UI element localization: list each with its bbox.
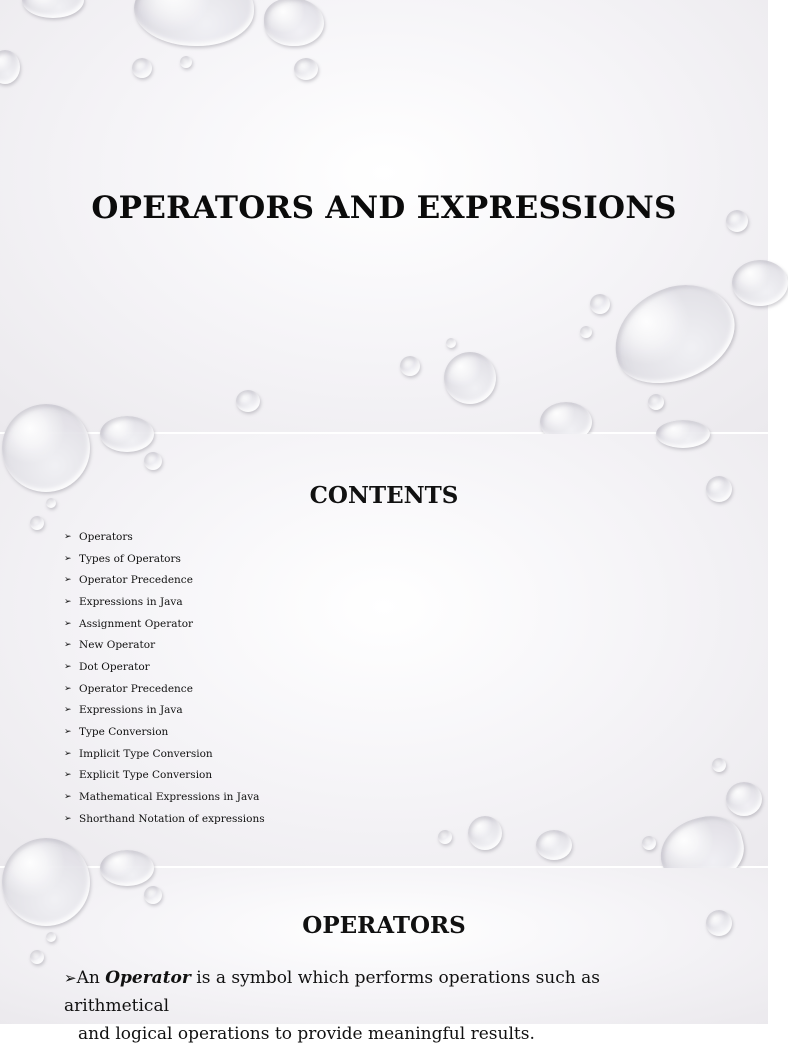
water-drop: [536, 830, 572, 860]
slide-title: OPERATORS AND EXPRESSIONS: [91, 190, 677, 226]
list-item: ➢ Assignment Operator: [64, 617, 194, 630]
list-item: ➢ Dot Operator: [64, 660, 150, 673]
list-item: ➢ Operator Precedence: [64, 682, 193, 695]
water-drop: [648, 394, 664, 410]
list-item: ➢ Operator Precedence: [64, 574, 193, 587]
arrow-bullet-icon: ➢: [64, 596, 72, 607]
water-drop: [712, 758, 726, 772]
operator-term: Operator: [105, 968, 191, 988]
arrow-bullet-icon: ➢: [64, 640, 72, 651]
list-item: ➢ Type Conversion: [64, 726, 169, 739]
water-drop: [732, 260, 788, 306]
water-drop: [132, 58, 152, 78]
water-drop: [590, 294, 610, 314]
operators-slide: [0, 868, 768, 1044]
list-item: ➢ Expressions in Java: [64, 595, 183, 608]
list-item: ➢ Types of Operators: [64, 552, 181, 565]
water-drop: [144, 452, 162, 470]
operators-heading: OPERATORS: [302, 912, 466, 939]
arrow-bullet-icon: ➢: [64, 618, 72, 629]
water-drop: [446, 338, 456, 348]
arrow-bullet-icon: ➢: [64, 770, 72, 781]
water-drop: [236, 390, 260, 412]
arrow-bullet-icon: ➢: [64, 683, 72, 694]
title-slide: [0, 0, 768, 432]
list-item: ➢ Operators: [64, 530, 133, 543]
contents-heading: CONTENTS: [309, 482, 459, 509]
list-item: ➢ Shorthand Notation of expressions: [64, 812, 265, 825]
water-drop: [444, 352, 496, 404]
list-item: ➢ Expressions in Java: [64, 704, 183, 717]
list-item: ➢ Mathematical Expressions in Java: [64, 791, 260, 804]
arrow-bullet-icon: ➢: [64, 531, 72, 542]
water-drop: [144, 886, 162, 904]
arrow-bullet-icon: ➢: [64, 792, 72, 803]
water-drop: [642, 836, 656, 850]
contents-list: [64, 526, 265, 830]
list-item: ➢ New Operator: [64, 639, 156, 652]
arrow-bullet-icon: ➢: [64, 553, 72, 564]
water-drop: [264, 0, 324, 46]
arrow-bullet-icon: ➢: [64, 748, 72, 759]
arrow-bullet-icon: ➢: [64, 727, 72, 738]
water-drop: [180, 56, 192, 68]
water-drop: [294, 58, 318, 80]
water-drop: [580, 326, 592, 338]
arrow-bullet-icon: ➢: [64, 661, 72, 672]
arrow-bullet-icon: ➢: [64, 813, 72, 824]
contents-slide: [0, 434, 768, 866]
water-drop: [438, 830, 452, 844]
water-drop: [0, 50, 20, 84]
water-drop: [601, 271, 747, 397]
arrow-bullet-icon: ➢: [64, 969, 77, 987]
operator-definition: ➢An Operator is a symbol which performs operations such as arithmetical and logical operations to provide meaningful results.: [64, 968, 600, 1044]
water-drop: [2, 404, 90, 492]
water-drop: [726, 782, 762, 816]
water-drop: [30, 516, 44, 530]
water-drop: [656, 420, 710, 448]
water-drop: [22, 0, 84, 18]
water-drop: [100, 416, 154, 452]
water-drop: [100, 850, 154, 886]
arrow-bullet-icon: ➢: [64, 705, 72, 716]
list-item: ➢ Implicit Type Conversion: [64, 747, 213, 760]
water-drop: [400, 356, 420, 376]
water-drop: [134, 0, 254, 46]
list-item: ➢ Explicit Type Conversion: [64, 769, 213, 782]
water-drop: [468, 816, 502, 850]
arrow-bullet-icon: ➢: [64, 575, 72, 586]
water-drop: [30, 950, 44, 964]
